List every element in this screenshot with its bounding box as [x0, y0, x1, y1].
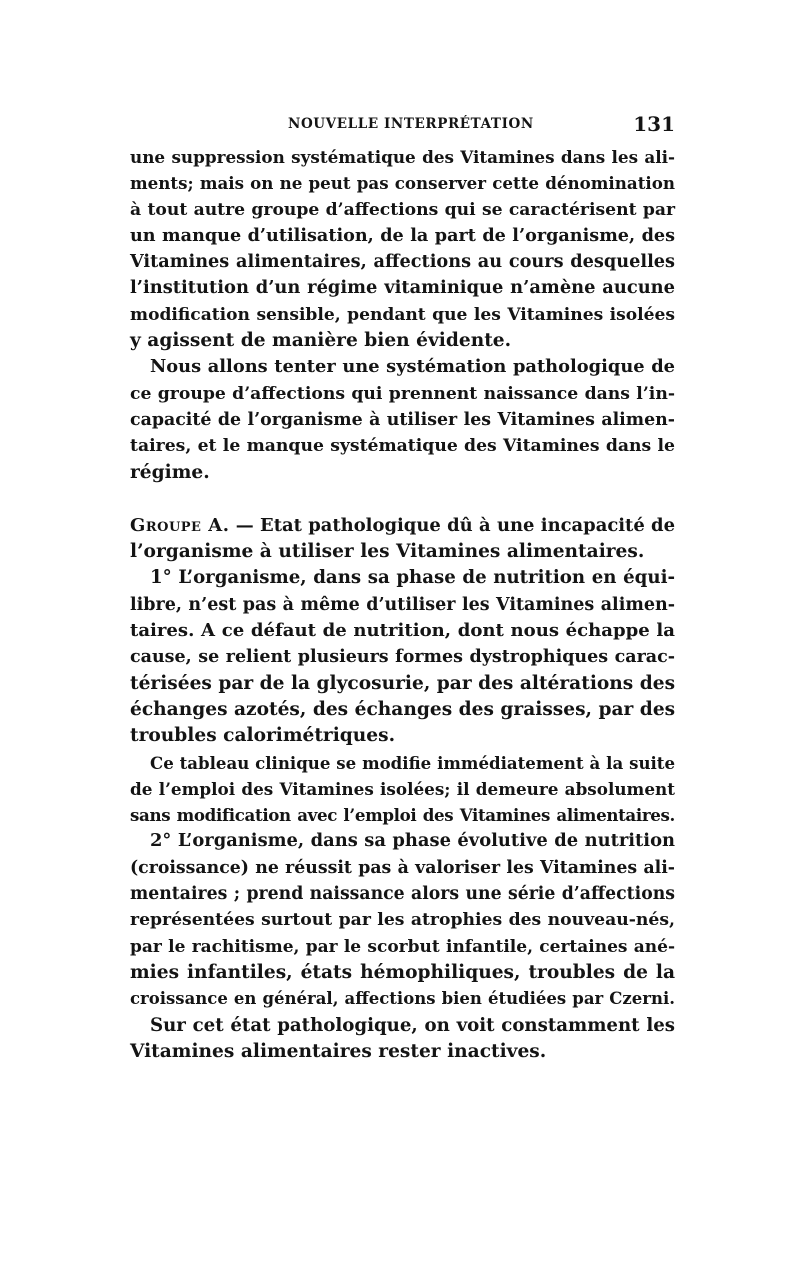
text-line: taires. A ce défaut de nutrition, dont nous échappe la	[130, 620, 675, 642]
group-title: — Etat pathologique dû à une incapacité de	[235, 514, 676, 536]
running-title: NOUVELLE INTERPRÉTATION	[288, 116, 534, 132]
text-line: Nous allons tenter une systémation pathologique de	[150, 356, 675, 378]
paragraph	[130, 1013, 675, 1066]
text-line: mentaires ; prend naissance alors une série d’affections	[130, 884, 675, 905]
text-line: 2° L’organisme, dans sa phase évolutive de nutrition	[150, 830, 675, 852]
text-line: Vitamines alimentaires rester inactives.	[130, 1040, 547, 1062]
text-line: échanges azotés, des échanges des graisses, par des	[130, 698, 676, 720]
text-line: cause, se relient plusieurs formes dystrophiques carac-	[130, 647, 675, 668]
paragraph	[130, 828, 675, 1012]
text-line: par le rachitisme, par le scorbut infantile, certaines ané-	[130, 936, 675, 957]
text-line: mies infantiles, états hémophiliques, troubles de la	[130, 961, 675, 983]
group-heading	[130, 513, 675, 566]
text-line: ce groupe d’affections qui prennent naissance dans l’in-	[130, 383, 675, 404]
paragraph	[130, 354, 675, 485]
text-line: capacité de l’organisme à utiliser les Vitamines alimen-	[130, 409, 675, 430]
text-line: l’organisme à utiliser les Vitamines alimentaires.	[130, 541, 645, 563]
text-line: un manque d’utilisation, de la part de l’organisme, des	[130, 224, 675, 246]
paragraph	[130, 565, 675, 749]
section-gap	[130, 486, 675, 513]
text-line: taires, et le manque systématique des Vitamines dans le	[130, 436, 675, 457]
text-line: Ce tableau clinique se modifie immédiatement à la suite	[150, 752, 675, 773]
text-line: une suppression systématique des Vitamines dans les ali-	[130, 147, 675, 167]
text-line: Vitamines alimentaires, affections au cours desquelles	[130, 251, 675, 273]
body-text	[130, 144, 675, 1065]
text-line: à tout autre groupe d’affections qui se caractérisent par	[130, 199, 675, 220]
text-line: libre, n’est pas à même d’utiliser les Vitamines alimen-	[130, 594, 675, 615]
text-line: (croissance) ne réussit pas à valoriser les Vitamines ali-	[130, 857, 675, 878]
text-line	[130, 513, 675, 539]
group-label: Groupe A.	[130, 514, 230, 536]
text-line: troubles calorimétriques.	[130, 725, 396, 747]
paragraph	[130, 144, 675, 354]
book-page	[130, 112, 675, 1065]
text-line: de l’emploi des Vitamines isolées; il demeure absolument	[130, 778, 675, 799]
text-line: sans modification avec l’emploi des Vitamines alimentaires.	[130, 805, 675, 826]
text-line: représentées surtout par les atrophies des nouveau-nés,	[130, 910, 675, 931]
text-line: ments; mais on ne peut pas conserver cette dénomination	[130, 173, 675, 194]
text-line: régime.	[130, 461, 210, 483]
text-line: térisées par de la glycosurie, par des altérations des	[130, 672, 676, 694]
text-line: y agissent de manière bien évidente.	[130, 330, 512, 352]
running-head	[130, 112, 675, 144]
text-line: 1° L’organisme, dans sa phase de nutrition en équi-	[150, 567, 675, 589]
text-line: croissance en général, affections bien étudiées par Czerni.	[130, 989, 675, 1009]
text-line: modification sensible, pendant que les Vitamines isolées	[130, 304, 675, 325]
text-line: Sur cet état pathologique, on voit constamment les	[150, 1014, 675, 1036]
paragraph	[130, 750, 675, 829]
page-number: 131	[633, 112, 675, 136]
text-line: l’institution d’un régime vitaminique n’amène aucune	[130, 277, 675, 299]
